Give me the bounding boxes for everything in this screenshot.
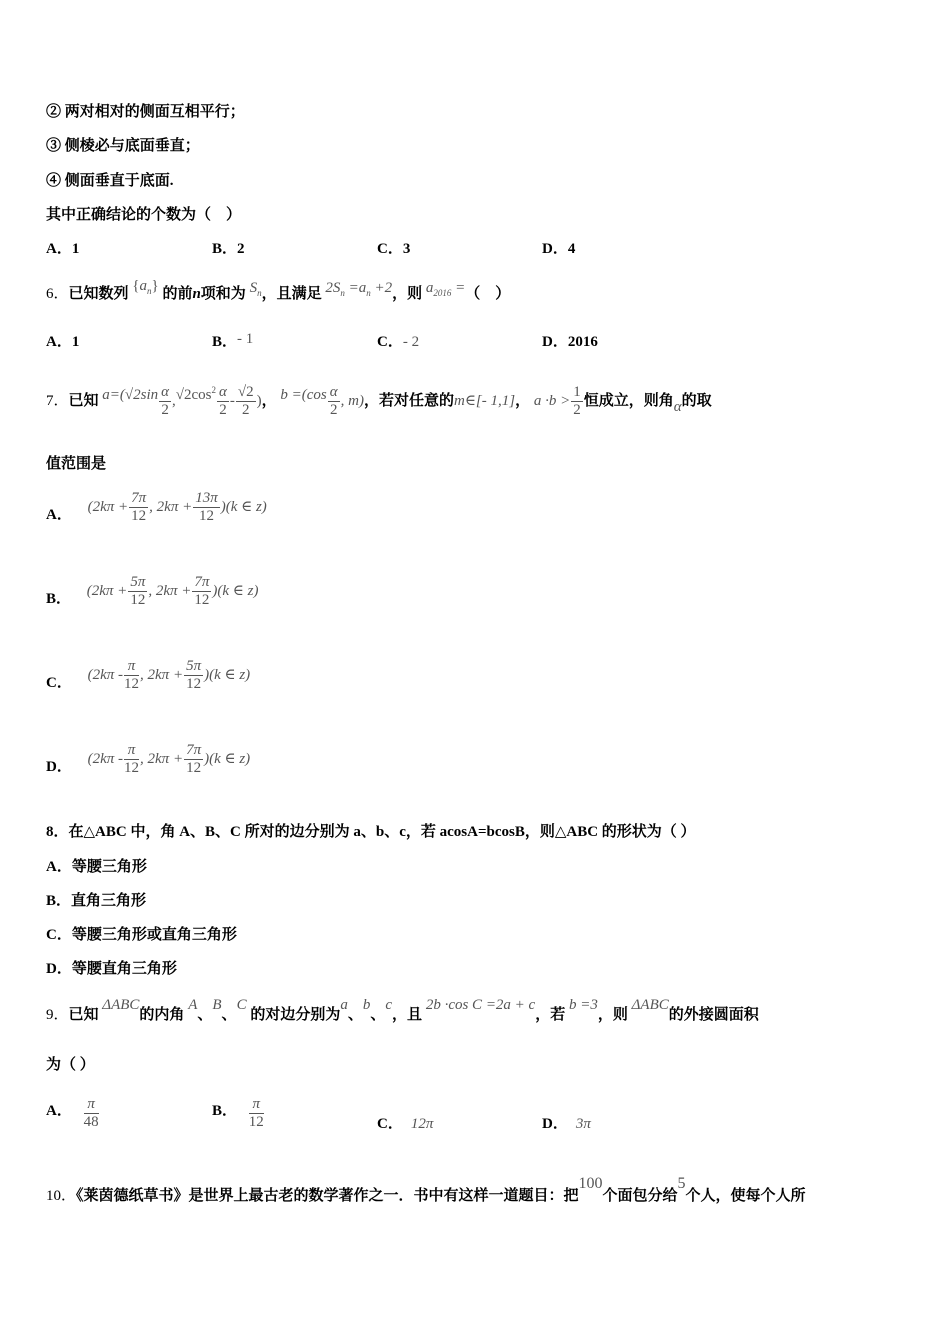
q5-prompt: 其中正确结论的个数为（ ） [46,207,242,223]
q8-stem: 8．在△ABC 中，角 A、B、C 所对的边分别为 a、b、c，若 acosA=bcosB，则△ABC 的形状为（ ） [46,824,696,840]
q9-option-b: B． $\frac{\pi}{12}$ [212,1096,264,1130]
q7-option-d: D． (2kπ - $\frac{\pi}{12}$ , 2kπ + $\frac{7\pi}{12}$ )(k ∈ z) [46,742,251,776]
q5-option-b: B．2 [212,241,245,257]
q7-stem-line2: 值范围是 [46,456,107,472]
q8-option-c: C．等腰三角形或直角三角形 [46,927,237,943]
q6-option-a: A．1 [46,334,80,350]
q8-option-a: A．等腰三角形 [46,859,147,875]
q6-option-d: D．2016 [542,334,598,350]
q7-option-b: B． (2kπ + $\frac{5\pi}{12}$ , 2kπ + $\frac{7\pi}{12}$ )(k ∈ z) [46,574,259,608]
q6-option-b: B．- 1 [212,331,254,350]
q7-option-a: A． (2kπ + $\frac{7\pi}{12}$ , 2kπ + $\frac{13\pi}{12}$ )(k ∈ z) [46,490,267,524]
q7-option-c: C． (2kπ - $\frac{\pi}{12}$ , 2kπ + $\frac{5\pi}{12}$ )(k ∈ z) [46,658,251,692]
q5-option-c: C．3 [377,241,411,257]
q6-option-c: C．- 2 [377,334,420,350]
q5-option-a: A．1 [46,241,80,257]
q10-stem: 10．《莱茵德纸草书》是世界上最古老的数学著作之一．书中有这样一道题目：把100个面包分给5个人，使每个人所 [46,1175,806,1204]
q9-option-c: C． 12π [377,1116,434,1132]
q7-stem: 7．已知 a=(√2sin $\frac{\alpha}{2}$ $,√2\cos^2$ $\frac{\alpha}{2}$ - $\frac{√2}{2}$ )， b =(cos $\frac{\alpha}{2}$ , m)，若对任意的m∈[- 1,1]， a ·b > $\frac{1}{2}$ 恒成立，则角α的取 [46,384,712,419]
q8-option-d: D．等腰直角三角形 [46,961,177,977]
q5-option-d: D．4 [542,241,576,257]
q6-stem: 6．已知数列 $\{a_n\}$ 的前n项和为 $S_n$，且满足 $2S_n =a_n +2$，则 $a_{2016}$ =（ ） [46,278,511,302]
q9-stem-line2: 为（ ） [46,1057,95,1073]
q5-item-4: ④ 侧面垂直于底面. [46,173,174,189]
q9-option-a: A． $\frac{\pi}{48}$ [46,1096,99,1130]
q5-item-2: ② 两对相对的侧面互相平行； [46,104,245,120]
q9-stem: 9．已知 ΔABC的内角 A、B、C 的对边分别为a、b、c，且 2b ·cos C =2a + c，若 b =3，则 ΔABC的外接圆面积 [46,997,759,1023]
q9-option-d: D． 3π [542,1116,591,1132]
q5-item-3: ③ 侧棱必与底面垂直； [46,138,200,154]
q8-option-b: B．直角三角形 [46,893,147,909]
